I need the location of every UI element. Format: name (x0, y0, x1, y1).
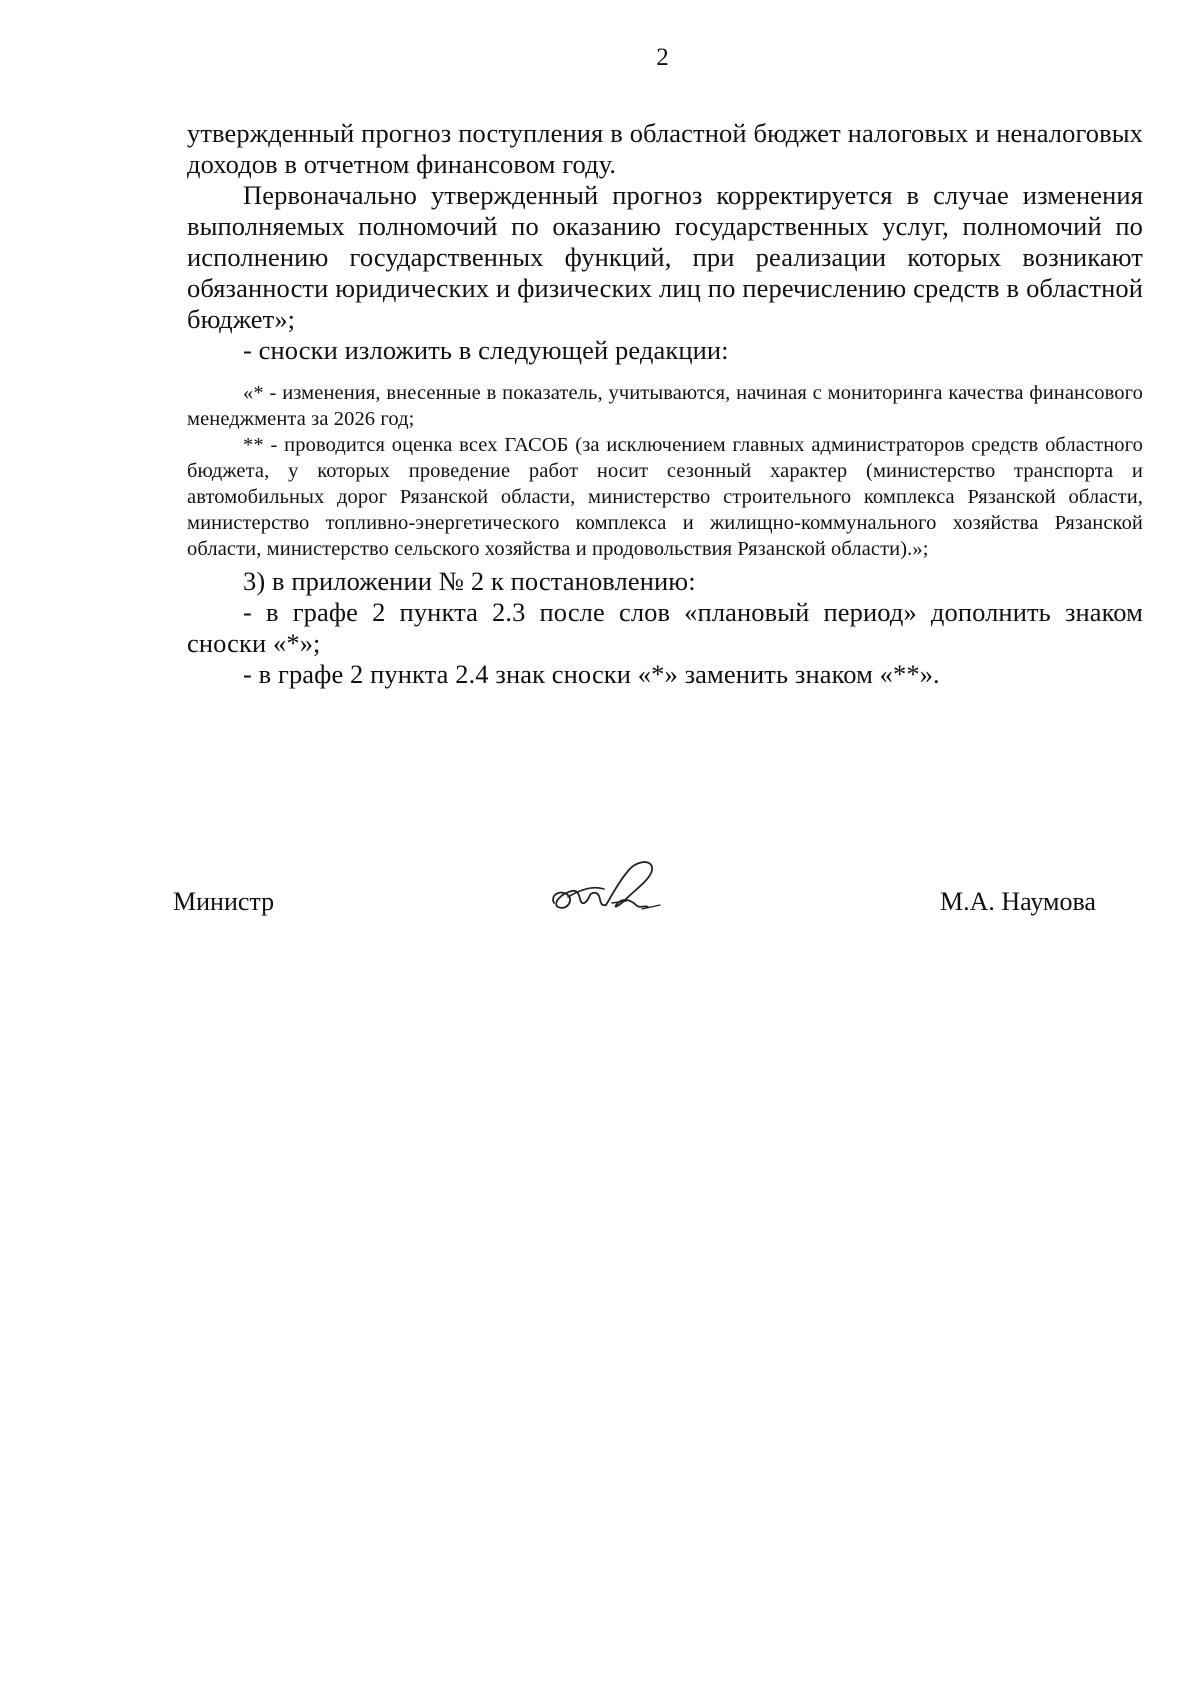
amendment-appendix-2: 3) в приложении № 2 к постановлению: (243, 566, 696, 596)
paragraph-footnotes-intro: - сноски изложить в следующей редакции: (243, 335, 729, 365)
handwritten-signature-icon (548, 855, 668, 925)
spacer (187, 366, 1143, 380)
footnote-single-asterisk: «* - изменения, внесенные в показатель, учитываются, начиная с мониторинга качества финансового менеджмента за 2026 год; (187, 382, 1143, 430)
signatory-title: Министр (173, 887, 275, 916)
page-number: 2 (656, 44, 669, 71)
signature-block (0, 855, 1200, 935)
signatory-name: М.А. Наумова (940, 887, 1096, 916)
document-body (187, 118, 1143, 690)
paragraph-continuation: утвержденный прогноз поступления в областной бюджет налоговых и неналоговых доходов в отчетном финансовом году. (187, 118, 1143, 179)
footnote-double-asterisk: ** - проводится оценка всех ГАСОБ (за исключением главных администраторов средств областного бюджета, у которых проведение работ носит сезонный характер (министерство транспорта и автомобильных дорог Рязанской области, министерство строительного комплекса Рязанской области, министерство топливно-энергетического комплекса и жилищно-коммунального хозяйства Рязанской области, министерство сельского хозяйства и продовольствия Рязанской области).»; (187, 434, 1143, 560)
amendment-item-2-4: - в графе 2 пункта 2.4 знак сноски «*» заменить знаком «**». (243, 659, 940, 689)
amendment-item-2-3: - в графе 2 пункта 2.3 после слов «плановый период» дополнить знаком сноски «*»; (187, 597, 1143, 658)
paragraph-forecast-correction: Первоначально утвержденный прогноз корректируется в случае изменения выполняемых полномочий по оказанию государственных услуг, полномочий по исполнению государственных функций, при реализации которых возникают обязанности юридических и физических лиц по перечислению средств в областной бюджет»; (187, 180, 1143, 334)
